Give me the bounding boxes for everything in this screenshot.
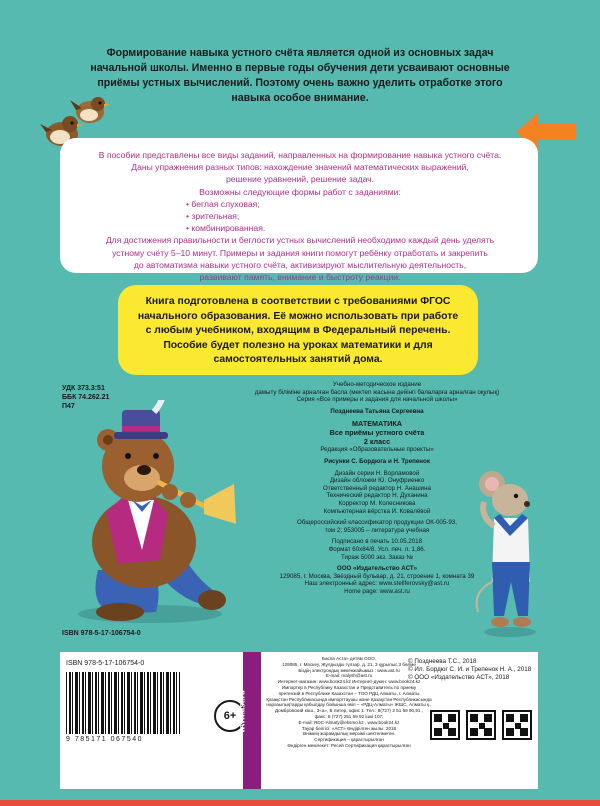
list-item [186, 198, 532, 210]
legal-line: Импортер в Республику Казахстан и Представитель по приему [281, 684, 417, 690]
info-line: В пособии представлены все виды заданий, направленных на формирование навыка устного счёта. [98, 150, 502, 160]
fgos-line: с любым учебником, входящим в Федеральный перечень. [145, 325, 451, 336]
imprint-print: Подписано в печать 10.05.2018 [331, 538, 423, 546]
copyright-line: © Ил. Бордюг С. И. и Трепенок Н. А., 2018 [408, 666, 532, 673]
imprint-publisher: ООО «Издательство АСТ» [336, 565, 418, 573]
legal-line: 129085, г. Мәскеу, Жұлдызды гүлзар, д. 21, 3 құрылыс,3 бөлме [282, 661, 416, 667]
legal-line: Қазақстан Республикасында импорттаушы және Қазақстан Республикасында [266, 696, 432, 702]
legal-line: E-mail: RDC-Almaty@eksmo.kz , www.book24.kz [298, 719, 400, 725]
legal-line: Баспа Аста» детям ООО. [321, 656, 377, 661]
qr-code-icon [466, 710, 496, 740]
fgos-box [118, 285, 478, 375]
imprint-credit: Компьютерная вёрстка И. Ковалёвой [323, 507, 431, 515]
list-item [186, 222, 532, 234]
qr-code-icon [502, 710, 532, 740]
intro-line: начальной школы. Именно в первые годы обучения дети усваивают основные [90, 62, 510, 74]
legal-line: Интернет-магазин: www.book24.kz Интернет-дүкен: www.book24.kz [277, 679, 421, 685]
imprint-classifier: том 2; 953005 – литература учебная [324, 526, 430, 534]
imprint-credit: Технический редактор Н. Духанина [326, 492, 428, 500]
barcode-isbn: ISBN 978-5-17-106754-0 [66, 660, 145, 667]
imprint-credit: Ответственный редактор Н. Анашина [322, 484, 432, 492]
list-item-text: • зрительная; [186, 211, 239, 221]
legal-line: Өнімнің жарамдылық мерзімі шектелмеген. [302, 731, 396, 737]
copyright-line: © ООО «Издательство АСТ», 2018 [408, 674, 510, 681]
bottom-accent-stripe [0, 800, 600, 806]
imprint-credit: Дизайн обложки Ю. Онуфриенко [329, 477, 425, 485]
imprint-author: Позднеева Татьяна Сергеевна [330, 407, 424, 415]
legal-line: Біздің электрондық мекенжайымыз : www.ast.ru [298, 667, 400, 673]
legal-line: E-mail: malysh@ast.ru [325, 673, 373, 679]
info-line: Даны упражнения разных типов: нахождение значений математических выражений, [131, 162, 469, 173]
fgos-line: начального образования. Её можно использовать при работе [137, 310, 459, 322]
imprint-title: МАТЕМАТИКА [352, 419, 402, 429]
imprint-line: Учебно-методическое издание [332, 381, 422, 388]
work-forms-list [68, 198, 532, 235]
copyright-block [408, 658, 531, 682]
legal-line: претензий в Республике Казахстан – ТОО РДЦ Алматы, г. Алматы [278, 690, 420, 696]
legal-line: Тауар белгісі: «АСТ» Өндірілген жылы: 2018 [301, 725, 397, 731]
legal-line: наразылықтарды қабылдау бойынша өкіл – «РДЦ-Алматы» ЖШС, Алматы қ., [266, 702, 432, 708]
info-line: развивают память, внимание и быстроту реакции. [199, 272, 401, 283]
list-item-text: • комбинированная. [186, 223, 265, 233]
legal-footer [60, 652, 538, 789]
imprint-edition: Редакция «Образовательные проекты» [320, 446, 434, 454]
list-item-text: • беглая слуховая; [186, 199, 260, 209]
legal-line: Өндірген мемлекет: Ресей Сертификация қарастырылған [287, 742, 411, 748]
imprint-print: Тираж 5000 экз. Заказ № [341, 553, 413, 561]
website-label: www.ast.ru [237, 690, 247, 733]
info-line: Для достижения правильности и беглости устных вычислений необходимо каждый день уделять [105, 235, 495, 246]
imprint-credit: Корректор М. Колесникова [338, 499, 416, 507]
info-line: решение уравнений, решение задач. [225, 174, 375, 185]
imprint-line: дамыту бiлiмiне арналған басла (мектеп жасына дейiнгi балаларға арналған оқулық) [254, 388, 500, 396]
isbn-text: ISBN 978-5-17-106754-0 [62, 630, 141, 637]
list-item [186, 210, 532, 222]
udk-code: УДК 373.3:51 [62, 385, 105, 392]
legal-line: Домбровский көш., 3«а», Б литер, офис 1. Тел.: 8(727) 2 51 59 90,91 , [274, 708, 424, 714]
imprint-classifier: Общероссийский классификатор продукции ОК-005-93, [297, 519, 457, 527]
intro-line: Формирование навыка устного счёта является одной из основных задач [106, 47, 494, 59]
barcode-number: 9 785171 067540 [66, 736, 143, 743]
imprint-illustrators: Рисунки С. Бордюга и Н. Трепенок [324, 457, 430, 465]
imprint-address: 129085, г. Москва, Звёздный бульвар, д. 21, строение 1, комната 39 [279, 572, 475, 580]
fgos-line: самостоятельных занятий дома. [213, 354, 383, 365]
imprint-grade: 2 класс [363, 437, 391, 447]
imprint-subtitle: Все приёмы устного счёта [329, 428, 425, 438]
imprint-line: Серия «Все примеры и задания для начальной школы» [296, 396, 458, 404]
bbk-code: ББК 74.262.21 [62, 394, 110, 401]
author-mark: П47 [62, 403, 75, 410]
age-rating-badge: 6+ [214, 700, 246, 732]
fgos-line: Пособие будет полезно на уроках математики и для [163, 339, 433, 351]
mouse-sailor-illustration [470, 462, 542, 638]
info-text [68, 149, 532, 283]
barcode-icon [66, 672, 180, 734]
info-line: устному счёту 5–10 минут. Примеры и задания книги помогут ребёнку отработать и закрепить [112, 247, 488, 258]
intro-paragraph [60, 46, 540, 106]
legal-line: факс: 8 (727) 251 59 92 ішкі 107; [314, 713, 384, 719]
info-line: до автоматизма навыки устного счёта, активизируют мыслительную деятельность, [133, 259, 467, 270]
website-strip [237, 652, 261, 789]
imprint-print: Формат 60x84/8. Усл. печ. л. 1,86. [328, 545, 426, 553]
imprint-address: Наш электронный адрес: www.stellferovsky@ast.ru [304, 580, 450, 588]
bear-trumpeter-illustration [58, 400, 238, 626]
legal-line: Сертификация – қарастырылған [314, 737, 384, 743]
fgos-line: Книга подготовлена в соответствии с требованиями ФГОС [145, 296, 451, 307]
qr-code-icon [430, 710, 460, 740]
copyright-line: © Позднеева Т.С., 2018 [408, 658, 477, 665]
imprint-credit: Дизайн серии Н. Ворламовой [334, 469, 420, 477]
intro-line: навыка особое внимание. [231, 92, 369, 104]
info-line: Возможны следующие формы работ с заданиями: [199, 186, 401, 197]
intro-line: приёмы устных вычислений. Поэтому очень важно уделить отработке этого [97, 77, 503, 89]
imprint-address: Home page: www.ast.ru [344, 587, 410, 595]
